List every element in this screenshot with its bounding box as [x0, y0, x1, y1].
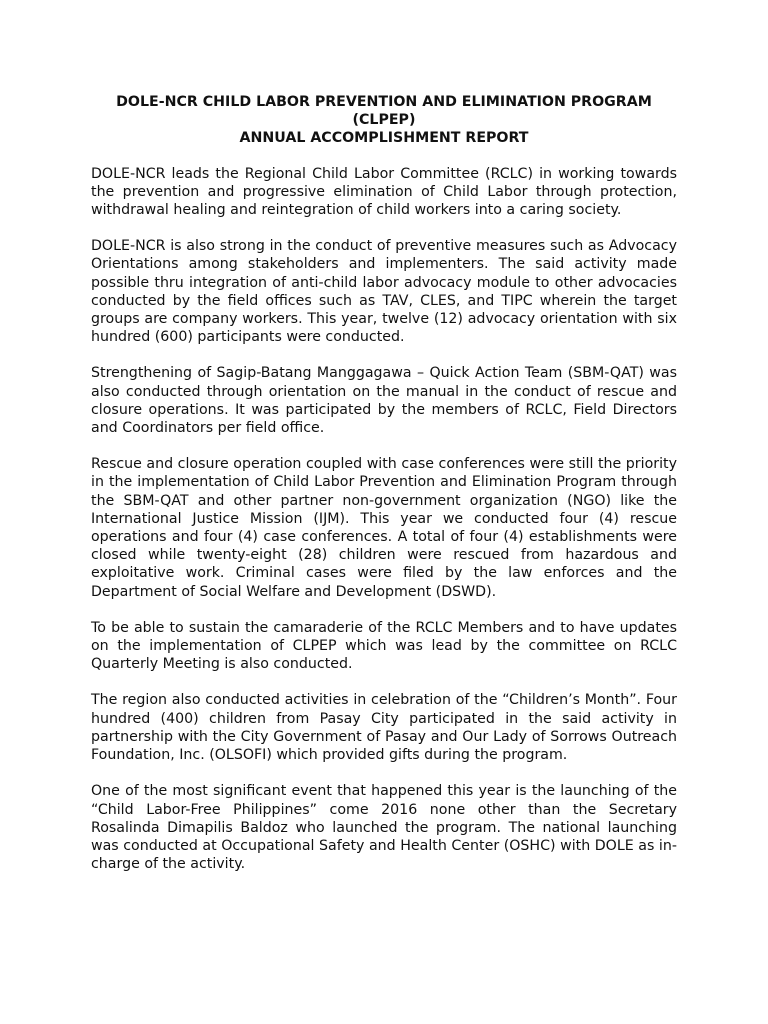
- paragraph-rclc-meeting: To be able to sustain the camaraderie of the RCLC Members and to have updates on the implementation of CLPEP which was lead by the committee on RCLC Quarterly Meeting is also conducted.: [91, 619, 677, 673]
- title-line: DOLE-NCR CHILD LABOR PREVENTION AND ELIMINATION PROGRAM: [116, 94, 652, 110]
- paragraph-launching: One of the most significant event that happened this year is the launching of the “Child Labor-Free Philippines” come 2016 none other than the Secretary Rosalinda Dimapilis Baldoz who launched the program. The national launching was conducted at Occupational Safety and Health Center (OSHC) with DOLE as in-charge of the activity.: [91, 783, 677, 873]
- paragraph-advocacy: DOLE-NCR is also strong in the conduct of preventive measures such as Advocacy Orientations among stakeholders and implementers. The said activity made possible thru integration of anti-child labor advocacy module to other advocacies conducted by the field offices such as TAV, CLES, and TIPC wherein the target groups are company workers. This year, twelve (12) advocacy orientation with six hundred (600) participants were conducted.: [91, 238, 677, 346]
- title-line: ANNUAL ACCOMPLISHMENT REPORT: [239, 130, 529, 147]
- paragraph-rescue-operations: Rescue and closure operation coupled with case conferences were still the priority in the implementation of Child Labor Prevention and Elimination Program through the SBM-QAT and other partner non-government organization (NGO) like the International Justice Mission (IJM). This year we conducted four (4) rescue operations and four (4) case conferences. A total of four (4) establishments were closed while twenty-eight (28) children were rescued from hazardous and exploitative work. Criminal cases were filed by the law enforces and the Department of Social Welfare and Development (DSWD).: [91, 456, 677, 600]
- title-line: (CLPEP): [352, 112, 416, 129]
- paragraph-intro: DOLE-NCR leads the Regional Child Labor Committee (RCLC) in working towards the prevention and progressive elimination of Child Labor through protection, withdrawal healing and reintegration of child workers into a caring society.: [91, 165, 677, 219]
- paragraph-childrens-month: The region also conducted activities in celebration of the “Children’s Month”. Four hundred (400) children from Pasay City participated in the said activity in partnership with the City Government of Pasay and Our Lady of Sorrows Outreach Foundation, Inc. (OLSOFI) which provided gifts during the program.: [91, 692, 677, 764]
- document-title: [91, 93, 677, 148]
- paragraph-sbm-qat: Strengthening of Sagip-Batang Manggagawa – Quick Action Team (SBM-QAT) was also conducted through orientation on the manual in the conduct of rescue and closure operations. It was participated by the members of RCLC, Field Directors and Coordinators per field office.: [91, 365, 677, 437]
- document-body: [91, 93, 677, 891]
